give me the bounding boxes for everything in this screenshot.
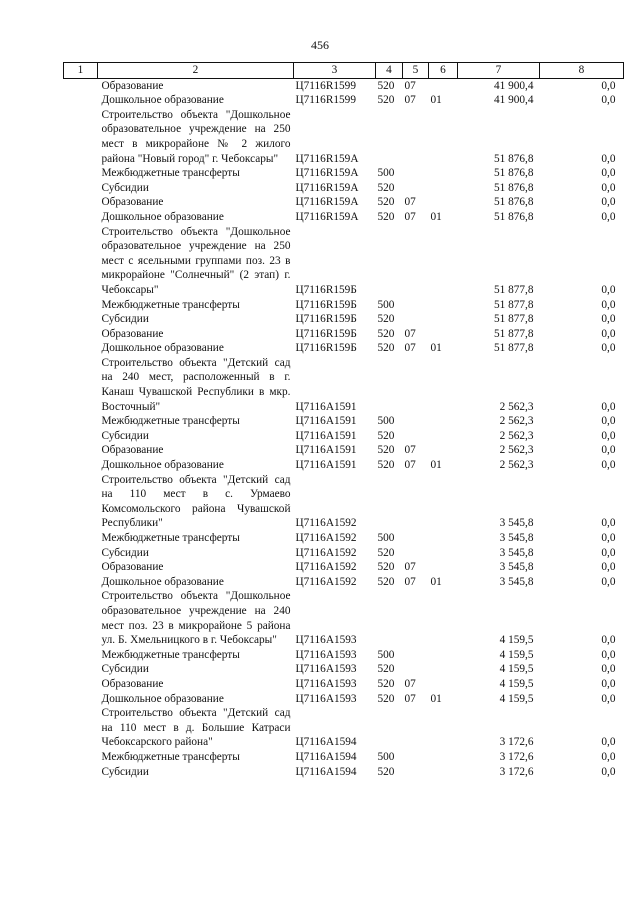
row-col4-cell: 520 <box>377 444 395 457</box>
row-col4-cell: 520 <box>377 196 395 209</box>
row-index-cell <box>64 210 98 225</box>
row-col6-cell <box>429 443 458 458</box>
row-col5-cell: 07 <box>404 196 416 209</box>
row-col5-cell <box>403 225 429 298</box>
row-index-cell <box>64 692 98 707</box>
table-row <box>64 78 624 93</box>
table-row <box>64 429 624 444</box>
row-col6-cell <box>429 195 458 210</box>
row-name-cell: Межбюджетные трансферты <box>101 298 240 311</box>
row-index-cell <box>64 108 98 166</box>
row-col6-cell <box>429 298 458 313</box>
row-col8-cell: 0,0 <box>601 444 616 457</box>
table-row <box>64 692 624 707</box>
table-row <box>64 531 624 546</box>
row-col4-cell: 500 <box>377 298 395 311</box>
row-code-cell: Ц7116A1591 <box>295 415 357 428</box>
row-code-cell: Ц7116A1591 <box>295 400 357 413</box>
row-col8-cell: 0,0 <box>601 79 616 92</box>
row-col8-cell: 0,0 <box>601 736 616 749</box>
row-amount-cell: 2 562,3 <box>499 400 534 413</box>
row-name-cell: Субсидии <box>101 429 149 442</box>
row-index-cell <box>64 546 98 561</box>
row-amount-cell: 3 545,8 <box>499 532 534 544</box>
table-row <box>64 706 624 750</box>
row-col6-cell: 01 <box>430 210 442 223</box>
row-name-cell: Образование <box>101 79 164 92</box>
row-name-cell: Строительство объекта "Дошкольное образовательное учреждение на 240 мест поз. 23 в микрорайоне 5 района ул. Б. Хмельницкого в г. Чебоксары" <box>101 590 291 647</box>
table-row <box>64 312 624 327</box>
header-cell: 5 <box>403 63 429 79</box>
row-col4-cell: 520 <box>377 342 395 355</box>
row-amount-cell: 3 545,8 <box>499 561 534 574</box>
row-amount-cell: 3 172,6 <box>499 765 534 778</box>
row-code-cell: Ц7116R159А <box>295 210 359 223</box>
row-amount-cell: 51 877,8 <box>493 298 534 311</box>
row-name-cell: Строительство объекта "Детский сад на 110 мест в д. Большие Катраси Чебоксарского района" <box>101 707 291 749</box>
row-col8-cell: 0,0 <box>601 210 616 223</box>
row-col4-cell: 520 <box>377 575 395 588</box>
header-cell: 1 <box>64 63 98 79</box>
row-col8-cell: 0,0 <box>601 429 616 442</box>
row-col4-cell: 520 <box>377 94 395 107</box>
row-col5-cell: 07 <box>404 444 416 457</box>
row-col5-cell <box>403 765 429 780</box>
row-col8-cell: 0,0 <box>601 459 616 472</box>
row-col8-cell: 0,0 <box>601 634 616 647</box>
row-name-cell: Образование <box>101 677 164 690</box>
row-code-cell: Ц7116A1594 <box>295 765 357 778</box>
row-amount-cell: 3 172,6 <box>499 736 534 749</box>
row-col6-cell: 01 <box>430 342 442 355</box>
row-col5-cell <box>403 546 429 561</box>
row-col6-cell <box>429 78 458 93</box>
row-code-cell: Ц7116R159Б <box>295 298 357 311</box>
row-col4-cell: 520 <box>377 79 395 92</box>
row-amount-cell: 3 545,8 <box>499 546 534 559</box>
row-index-cell <box>64 677 98 692</box>
row-index-cell <box>64 195 98 210</box>
row-col4-cell: 520 <box>377 459 395 472</box>
row-col5-cell <box>403 706 429 750</box>
header-cell: 6 <box>429 63 458 79</box>
row-name-cell: Строительство объекта "Детский сад на 240 мест, расположенный в г. Канаш Чувашской Республики в мкр. Восточный" <box>101 356 291 413</box>
table-row <box>64 181 624 196</box>
row-index-cell <box>64 78 98 93</box>
table-row <box>64 327 624 342</box>
row-col6-cell <box>429 546 458 561</box>
header-cell: 4 <box>376 63 403 79</box>
row-col6-cell <box>429 677 458 692</box>
row-col4-cell: 520 <box>377 692 395 705</box>
row-col5-cell <box>403 648 429 663</box>
row-col8-cell: 0,0 <box>601 313 616 326</box>
row-col5-cell: 07 <box>404 561 416 574</box>
row-code-cell: Ц7116A1592 <box>295 561 357 574</box>
row-amount-cell: 3 545,8 <box>499 517 534 530</box>
table-row <box>64 648 624 663</box>
row-code-cell: Ц7116A1592 <box>295 532 357 544</box>
row-amount-cell: 51 877,8 <box>493 313 534 326</box>
row-name-cell: Образование <box>101 561 164 574</box>
row-amount-cell: 4 159,5 <box>499 634 534 647</box>
row-index-cell <box>64 298 98 313</box>
row-index-cell <box>64 443 98 458</box>
row-code-cell: Ц7116R1599 <box>295 79 356 92</box>
row-code-cell: Ц7116R159А <box>295 181 359 194</box>
row-amount-cell: 51 876,8 <box>493 210 534 223</box>
row-code-cell: Ц7116R159Б <box>295 327 357 340</box>
row-col6-cell <box>429 312 458 327</box>
row-name-cell: Дошкольное образование <box>101 94 224 107</box>
table-row <box>64 575 624 590</box>
row-col4-cell: 520 <box>377 561 395 574</box>
row-name-cell: Субсидии <box>101 663 149 676</box>
row-col8-cell: 0,0 <box>601 750 616 763</box>
row-name-cell: Дошкольное образование <box>101 692 224 705</box>
row-col5-cell: 07 <box>404 79 416 92</box>
row-col6-cell <box>429 750 458 765</box>
header-cell: 2 <box>98 63 294 79</box>
header-cell: 7 <box>458 63 540 79</box>
row-code-cell: Ц7116A1591 <box>295 459 357 472</box>
row-name-cell: Субсидии <box>101 181 149 194</box>
row-name-cell: Образование <box>101 444 164 457</box>
row-name-cell: Межбюджетные трансферты <box>101 648 240 661</box>
row-index-cell <box>64 414 98 429</box>
table-row <box>64 677 624 692</box>
row-col8-cell: 0,0 <box>601 298 616 311</box>
row-col6-cell: 01 <box>430 459 442 472</box>
row-name-cell: Строительство объекта "Детский сад на 110 мест в с. Урмаево Комсомольского района Чувашской Республики" <box>101 473 291 530</box>
row-amount-cell: 51 877,8 <box>493 283 534 296</box>
page-number: 456 <box>311 38 329 52</box>
row-amount-cell: 2 562,3 <box>499 459 534 472</box>
row-col6-cell <box>429 181 458 196</box>
row-code-cell: Ц7116R159А <box>295 196 359 209</box>
row-index-cell <box>64 750 98 765</box>
row-name-cell: Строительство объекта "Дошкольное образовательное учреждение на 250 мест в микрорайоне № 2 жилого района "Новый город" г. Чебоксары" <box>101 108 291 165</box>
row-col8-cell: 0,0 <box>601 152 616 165</box>
row-col6-cell <box>429 414 458 429</box>
row-col5-cell: 07 <box>404 575 416 588</box>
row-col5-cell <box>403 312 429 327</box>
row-col8-cell: 0,0 <box>601 648 616 661</box>
row-col4-cell: 520 <box>377 765 395 778</box>
row-code-cell: Ц7116R159Б <box>295 283 357 296</box>
row-col5-cell: 07 <box>404 94 416 107</box>
row-col5-cell: 07 <box>404 692 416 705</box>
row-col6-cell: 01 <box>430 94 442 107</box>
row-col4-cell <box>376 706 403 750</box>
row-col8-cell: 0,0 <box>601 532 616 544</box>
row-index-cell <box>64 662 98 677</box>
row-amount-cell: 51 876,8 <box>493 152 534 165</box>
row-index-cell <box>64 166 98 181</box>
row-col5-cell <box>403 181 429 196</box>
row-amount-cell: 2 562,3 <box>499 444 534 457</box>
row-amount-cell: 4 159,5 <box>499 692 534 705</box>
row-col4-cell: 500 <box>377 532 395 544</box>
row-col6-cell <box>429 225 458 298</box>
row-index-cell <box>64 765 98 780</box>
row-col5-cell <box>403 414 429 429</box>
row-col6-cell <box>429 429 458 444</box>
row-col4-cell: 500 <box>377 167 395 180</box>
row-index-cell <box>64 560 98 575</box>
row-amount-cell: 4 159,5 <box>499 648 534 661</box>
row-index-cell <box>64 225 98 298</box>
row-code-cell: Ц7116A1594 <box>295 736 357 749</box>
row-code-cell: Ц7116R1599 <box>295 94 356 107</box>
header-cell: 8 <box>540 63 624 79</box>
row-name-cell: Межбюджетные трансферты <box>101 167 240 180</box>
row-col8-cell: 0,0 <box>601 327 616 340</box>
row-amount-cell: 51 876,8 <box>493 181 534 194</box>
row-index-cell <box>64 181 98 196</box>
row-index-cell <box>64 473 98 531</box>
row-col4-cell: 520 <box>377 210 395 223</box>
row-col4-cell: 520 <box>377 181 395 194</box>
row-code-cell: Ц7116R159Б <box>295 342 357 355</box>
row-col4-cell <box>376 589 403 647</box>
row-col5-cell: 07 <box>404 459 416 472</box>
row-col4-cell <box>376 225 403 298</box>
row-code-cell: Ц7116R159А <box>295 167 359 180</box>
row-code-cell: Ц7116A1594 <box>295 750 357 763</box>
row-code-cell: Ц7116A1593 <box>295 692 357 705</box>
row-code-cell: Ц7116A1593 <box>295 663 357 676</box>
row-amount-cell: 4 159,5 <box>499 677 534 690</box>
table-row <box>64 546 624 561</box>
row-index-cell <box>64 648 98 663</box>
header-row <box>64 63 624 79</box>
row-col8-cell: 0,0 <box>601 765 616 778</box>
row-index-cell <box>64 575 98 590</box>
row-col6-cell: 01 <box>430 575 442 588</box>
row-col8-cell: 0,0 <box>601 283 616 296</box>
row-col5-cell <box>403 108 429 166</box>
row-amount-cell: 51 876,8 <box>493 196 534 209</box>
row-code-cell: Ц7116A1592 <box>295 517 357 530</box>
row-index-cell <box>64 589 98 647</box>
table-row <box>64 210 624 225</box>
row-col5-cell <box>403 531 429 546</box>
row-col6-cell <box>429 108 458 166</box>
row-col5-cell <box>403 750 429 765</box>
row-name-cell: Субсидии <box>101 313 149 326</box>
row-col8-cell: 0,0 <box>601 196 616 209</box>
table-row <box>64 414 624 429</box>
row-name-cell: Дошкольное образование <box>101 459 224 472</box>
row-name-cell: Межбюджетные трансферты <box>101 532 240 544</box>
row-name-cell: Межбюджетные трансферты <box>101 415 240 428</box>
row-col4-cell <box>376 473 403 531</box>
row-col8-cell: 0,0 <box>601 167 616 180</box>
table-row <box>64 298 624 313</box>
row-col8-cell: 0,0 <box>601 94 616 107</box>
row-col6-cell <box>429 765 458 780</box>
row-col6-cell <box>429 662 458 677</box>
table-row <box>64 108 624 166</box>
row-name-cell: Строительство объекта "Дошкольное образовательное учреждение на 250 мест с ясельными группами поз. 23 в микрорайоне "Солнечный" (2 этап) г. Чебоксары" <box>101 225 291 296</box>
table-row <box>64 589 624 647</box>
table-row <box>64 341 624 356</box>
row-col4-cell: 520 <box>377 546 395 559</box>
table-row <box>64 166 624 181</box>
table-row <box>64 356 624 414</box>
row-index-cell <box>64 93 98 108</box>
row-col8-cell: 0,0 <box>601 575 616 588</box>
row-col6-cell <box>429 589 458 647</box>
table-row <box>64 750 624 765</box>
row-name-cell: Субсидии <box>101 765 149 778</box>
row-amount-cell: 4 159,5 <box>499 663 534 676</box>
row-col6-cell <box>429 648 458 663</box>
row-amount-cell: 2 562,3 <box>499 415 534 428</box>
row-col8-cell: 0,0 <box>601 546 616 559</box>
row-name-cell: Дошкольное образование <box>101 575 224 588</box>
row-index-cell <box>64 531 98 546</box>
row-col5-cell: 07 <box>404 210 416 223</box>
row-col5-cell: 07 <box>404 677 416 690</box>
row-code-cell: Ц7116A1593 <box>295 634 357 647</box>
row-col5-cell: 07 <box>404 342 416 355</box>
row-col4-cell: 520 <box>377 677 395 690</box>
row-name-cell: Образование <box>101 196 164 209</box>
row-col5-cell <box>403 589 429 647</box>
row-code-cell: Ц7116R159А <box>295 152 359 165</box>
row-col6-cell <box>429 706 458 750</box>
row-amount-cell: 3 545,8 <box>499 575 534 588</box>
row-col8-cell: 0,0 <box>601 181 616 194</box>
row-col4-cell: 500 <box>377 648 395 661</box>
row-col8-cell: 0,0 <box>601 561 616 574</box>
row-col8-cell: 0,0 <box>601 415 616 428</box>
row-col8-cell: 0,0 <box>601 663 616 676</box>
row-col5-cell: 07 <box>404 327 416 340</box>
table-row <box>64 662 624 677</box>
row-col5-cell <box>403 429 429 444</box>
row-index-cell <box>64 706 98 750</box>
table-row <box>64 458 624 473</box>
row-col8-cell: 0,0 <box>601 692 616 705</box>
table-row <box>64 225 624 298</box>
table-row <box>64 195 624 210</box>
row-amount-cell: 51 876,8 <box>493 167 534 180</box>
row-col8-cell: 0,0 <box>601 400 616 413</box>
table-row <box>64 443 624 458</box>
row-amount-cell: 51 877,8 <box>493 342 534 355</box>
row-col5-cell <box>403 473 429 531</box>
row-index-cell <box>64 341 98 356</box>
row-col6-cell <box>429 327 458 342</box>
row-code-cell: Ц7116A1591 <box>295 444 357 457</box>
row-col5-cell <box>403 356 429 414</box>
row-col4-cell: 520 <box>377 313 395 326</box>
row-col4-cell <box>376 356 403 414</box>
row-col5-cell <box>403 166 429 181</box>
row-name-cell: Образование <box>101 327 164 340</box>
row-col6-cell <box>429 531 458 546</box>
row-name-cell: Межбюджетные трансферты <box>101 750 240 763</box>
row-index-cell <box>64 327 98 342</box>
row-col8-cell: 0,0 <box>601 677 616 690</box>
row-col8-cell: 0,0 <box>601 342 616 355</box>
row-col6-cell: 01 <box>430 692 442 705</box>
row-code-cell: Ц7116A1593 <box>295 677 357 690</box>
budget-table <box>63 62 624 779</box>
table-row <box>64 560 624 575</box>
row-amount-cell: 41 900,4 <box>493 79 534 92</box>
row-col5-cell <box>403 662 429 677</box>
row-name-cell: Дошкольное образование <box>101 210 224 223</box>
header-cell: 3 <box>294 63 376 79</box>
row-col8-cell: 0,0 <box>601 517 616 530</box>
table-row <box>64 765 624 780</box>
row-index-cell <box>64 356 98 414</box>
row-col4-cell: 520 <box>377 327 395 340</box>
table-row <box>64 473 624 531</box>
row-col6-cell <box>429 356 458 414</box>
row-index-cell <box>64 312 98 327</box>
row-amount-cell: 3 172,6 <box>499 750 534 763</box>
row-amount-cell: 51 877,8 <box>493 327 534 340</box>
row-amount-cell: 2 562,3 <box>499 429 534 442</box>
row-col6-cell <box>429 473 458 531</box>
row-col4-cell: 500 <box>377 415 395 428</box>
row-code-cell: Ц7116A1592 <box>295 575 357 588</box>
row-index-cell <box>64 458 98 473</box>
row-code-cell: Ц7116R159Б <box>295 313 357 326</box>
row-code-cell: Ц7116A1593 <box>295 648 357 661</box>
row-amount-cell: 41 900,4 <box>493 94 534 107</box>
row-col4-cell: 500 <box>377 750 395 763</box>
row-col4-cell: 520 <box>377 429 395 442</box>
row-col6-cell <box>429 560 458 575</box>
row-code-cell: Ц7116A1592 <box>295 546 357 559</box>
row-col4-cell: 520 <box>377 663 395 676</box>
table-row <box>64 93 624 108</box>
row-col4-cell <box>376 108 403 166</box>
row-col5-cell <box>403 298 429 313</box>
row-name-cell: Дошкольное образование <box>101 342 224 355</box>
row-index-cell <box>64 429 98 444</box>
row-name-cell: Субсидии <box>101 546 149 559</box>
row-code-cell: Ц7116A1591 <box>295 429 357 442</box>
row-col6-cell <box>429 166 458 181</box>
table-body <box>64 78 624 779</box>
